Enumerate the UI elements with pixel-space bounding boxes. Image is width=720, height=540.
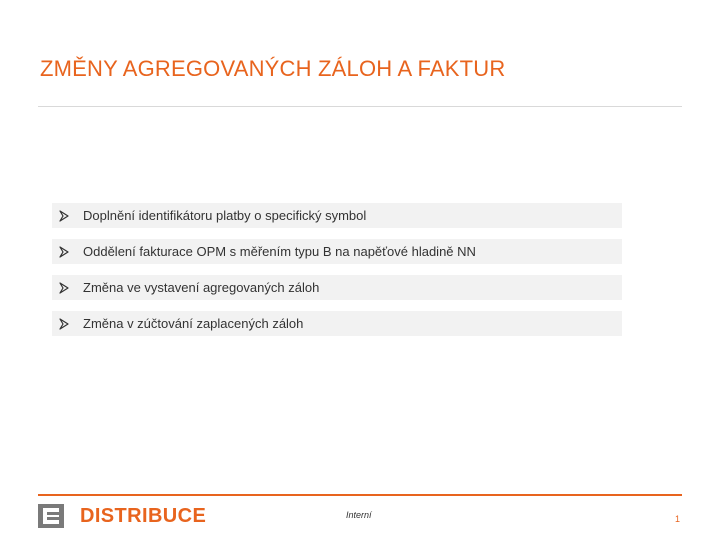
bullet-text: Změna ve vystavení agregovaných záloh	[83, 280, 320, 295]
page-number: 1	[675, 514, 681, 524]
arrowhead-bullet-icon	[58, 246, 70, 258]
arrowhead-bullet-icon	[58, 282, 70, 294]
arrowhead-bullet-icon	[58, 210, 70, 222]
bullet-text: Doplnění identifikátoru platby o specifický symbol	[83, 208, 367, 223]
bullet-text: Oddělení fakturace OPM s měřením typu B na napěťové hladině NN	[83, 244, 476, 259]
slide-title: ZMĚNY AGREGOVANÝCH ZÁLOH A FAKTUR	[40, 56, 506, 81]
logo-text: DISTRIBUCE	[80, 505, 207, 527]
footer-divider	[38, 494, 682, 496]
title-divider	[38, 106, 682, 107]
bullet-item	[52, 203, 622, 228]
bullet-list	[52, 203, 622, 347]
classification-label: Interní	[346, 510, 372, 520]
company-logo	[38, 504, 206, 528]
bullet-item	[52, 239, 622, 264]
bullet-text: Změna v zúčtování zaplacených záloh	[83, 316, 304, 331]
cez-logo-mark-icon	[38, 504, 64, 528]
arrowhead-bullet-icon	[58, 318, 70, 330]
bullet-item	[52, 311, 622, 336]
bullet-item	[52, 275, 622, 300]
